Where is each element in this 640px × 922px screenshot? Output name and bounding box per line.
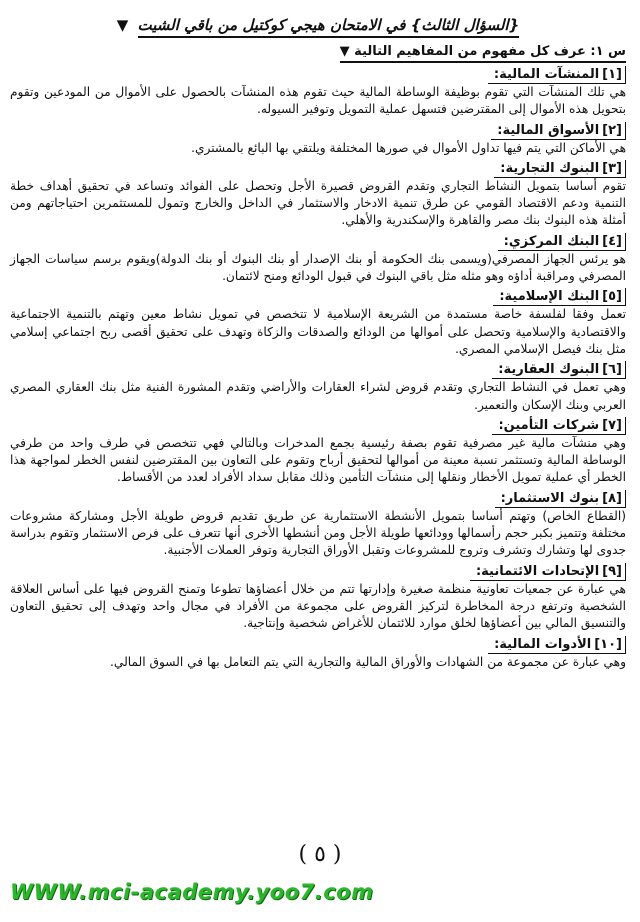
concept-term-label: المنشآت المالية: bbox=[493, 67, 600, 82]
concept-term-label: البنوك العقارية: bbox=[498, 362, 600, 378]
concept-number: [٧] bbox=[602, 417, 622, 433]
concept-number: [٢] bbox=[602, 122, 622, 138]
concept-number: [٣] bbox=[602, 160, 622, 176]
concept-definition: هي عبارة عن جمعيات تعاونية منظمة صغيرة وإدارتها تتم من خلال أعضاؤها تطوعا وتمنح القروض فيها على أساس العلاقة الشخصية وترتفع درجة المخاطرة لتركيز القروض على مجموعة من الأفراد في مجال واحد وتهدف إلى تحقيق التعاون والتنسيق المالي بين أعضاؤها لخلق موارد للائتمان للأغراض شخصية وإنتاجية. bbox=[10, 581, 626, 631]
question-heading: س ١: عرف كل مفهوم من المفاهيم التالية ▼ bbox=[340, 42, 626, 63]
concept-item bbox=[10, 230, 626, 286]
concept-item bbox=[10, 119, 626, 157]
concept-term-label: البنك الإسلامية: bbox=[499, 289, 600, 305]
page-number: ( ٥ ) bbox=[298, 842, 342, 867]
concept-term-label: بنوك الاستثمار: bbox=[500, 490, 600, 506]
concept-term-label: الأدوات المالية: bbox=[494, 636, 592, 652]
concept-term bbox=[470, 563, 626, 581]
concept-item bbox=[10, 560, 626, 633]
concept-definition: وهي عبارة عن مجموعة من الشهادات والأوراق المالية والتجارية التي يتم التعامل بها في السوق المالي. bbox=[110, 654, 626, 669]
concept-item bbox=[10, 285, 626, 358]
concept-term-label: الإتحادات الائتمانية: bbox=[475, 563, 600, 579]
question-row bbox=[10, 38, 626, 63]
concept-item bbox=[10, 487, 626, 560]
concept-term-label: شركات التأمين: bbox=[498, 417, 600, 433]
concept-item bbox=[10, 157, 626, 230]
concept-term bbox=[488, 66, 626, 84]
section-header bbox=[10, 14, 626, 38]
concept-term bbox=[492, 361, 626, 379]
concept-list bbox=[10, 63, 626, 671]
website-footer[interactable]: WWW.mci-academy.yoo7.com bbox=[10, 880, 374, 904]
concept-term bbox=[493, 288, 626, 306]
concept-item bbox=[10, 358, 626, 414]
concept-number: [٩] bbox=[602, 563, 622, 579]
concept-definition: وهي منشآت مالية غير مصرفية تقوم بصفة رئيسية بجمع المدخرات وبالتالي فهي تتخصص في طرف واحد من طرفي الوساطة المالية وتستثمر نسبة معينة من أموالها لتحقيق أرباح وتقوم على التعاون بين المقترضين لنفس الخطر لمواجهة هذا الخطر أي عملية تمويل الأخطار ونقلها إلى منشآت التأمين وذلك مقابل سداد الأفراد لعدد من الأقساط. bbox=[10, 435, 626, 485]
concept-number: [١] bbox=[602, 67, 622, 82]
concept-term bbox=[495, 490, 626, 508]
concept-term bbox=[494, 160, 626, 178]
concept-term bbox=[492, 417, 626, 435]
concept-definition: تعمل وفقا لفلسفة خاصة مستمدة من الشريعة الإسلامية لا تتخصص في تمويل نشاط معين وتهتم بالتنمية الاجتماعية والاقتصادية والإسلامية وتحصل على أموالها من الودائع والصدقات والزكاة وتهدف على تحقيق أقصى ربح اجتماعي إسلامي مثل بنك فيصل الإسلامي المصري. bbox=[10, 307, 626, 356]
concept-definition: وهي تعمل في النشاط التجاري وتقدم قروض لشراء العقارات والأراضي وتقدم المشورة الفنية مثل بنك العقاري المصري العربي وبنك الإسكان والتعمير. bbox=[10, 380, 626, 412]
concept-number: [٦] bbox=[602, 362, 622, 378]
concept-definition: هي تلك المنشآت التي تقوم بوظيفة الوساطة المالية حيث تقوم هذه المنشآت بالحصول على الأموال من المودعين وتقوم بتحويل هذه الأموال إلى المقترضين فتسهل عملية التمويل وتوفير السيوله. bbox=[10, 85, 626, 117]
concept-term bbox=[491, 122, 626, 140]
concept-item bbox=[10, 63, 626, 119]
concept-term bbox=[498, 233, 626, 251]
triangle-marker-icon: ▼ bbox=[116, 16, 129, 34]
concept-definition: (القطاع الخاص) وتهتم أساسا بتمويل الأنشطة الاستثمارية عن طريق تقديم قروض طويلة الأجل ومشاركة مشروعات مختلفة وتتميز بكبر حجم رأسمالها وودائعها طويلة الأجل ومن أنشطها الأخرى أنها تتعرف على فرص الاستثمار وتقوم بدراسة جدوى لها وتشارك وتشرف وتروج للمشروعات وتقبل الأوراق التجارية وتوفر العملات الأجنبية. bbox=[10, 508, 626, 558]
concept-number: [٨] bbox=[602, 490, 622, 506]
concept-definition: هي الأماكن التي يتم فيها تداول الأموال في صورها المختلفة ويلتقي بها البائع بالمشتري. bbox=[191, 140, 626, 155]
section-title: {السؤال الثالث} في الامتحان هيجي كوكتيل من باقي الشيت bbox=[138, 14, 520, 38]
concept-number: [٥] bbox=[602, 289, 622, 305]
concept-term bbox=[488, 636, 626, 654]
concept-item bbox=[10, 633, 626, 671]
concept-term-label: البنك المركزي: bbox=[503, 233, 600, 249]
concept-item bbox=[10, 414, 626, 487]
concept-definition: تقوم أساسا بتمويل النشاط التجاري وتقدم القروض قصيرة الأجل وتحصل على الفوائد وتساعد في تحقيق أهداف خطة التنمية ودعم الاقتصاد القومي عن طرق تنمية الادخار والاستثمار في الداخل والخارج وتمول للمستثمرين احتياجاتهم ومن أمثلة هذه البنوك بنك مصر والقاهرة والإسكندرية والأهلي. bbox=[10, 178, 626, 228]
concept-number: [١٠] bbox=[594, 636, 622, 652]
concept-term-label: البنوك التجارية: bbox=[500, 160, 600, 176]
concept-number: [٤] bbox=[602, 233, 622, 249]
concept-definition: هو يرئس الجهاز المصرفي(ويسمى بنك الحكومة أو بنك الإصدار أو بنك البنوك أو بنك الدولة)ويقوم برسم سياسات الجهاز المصرفي ومراقبة أداؤه وهو مثله مثل باقي البنوك في قبول الودائع ومنح لائتمان. bbox=[10, 251, 626, 284]
concept-term-label: الأسواق المالية: bbox=[497, 122, 600, 138]
